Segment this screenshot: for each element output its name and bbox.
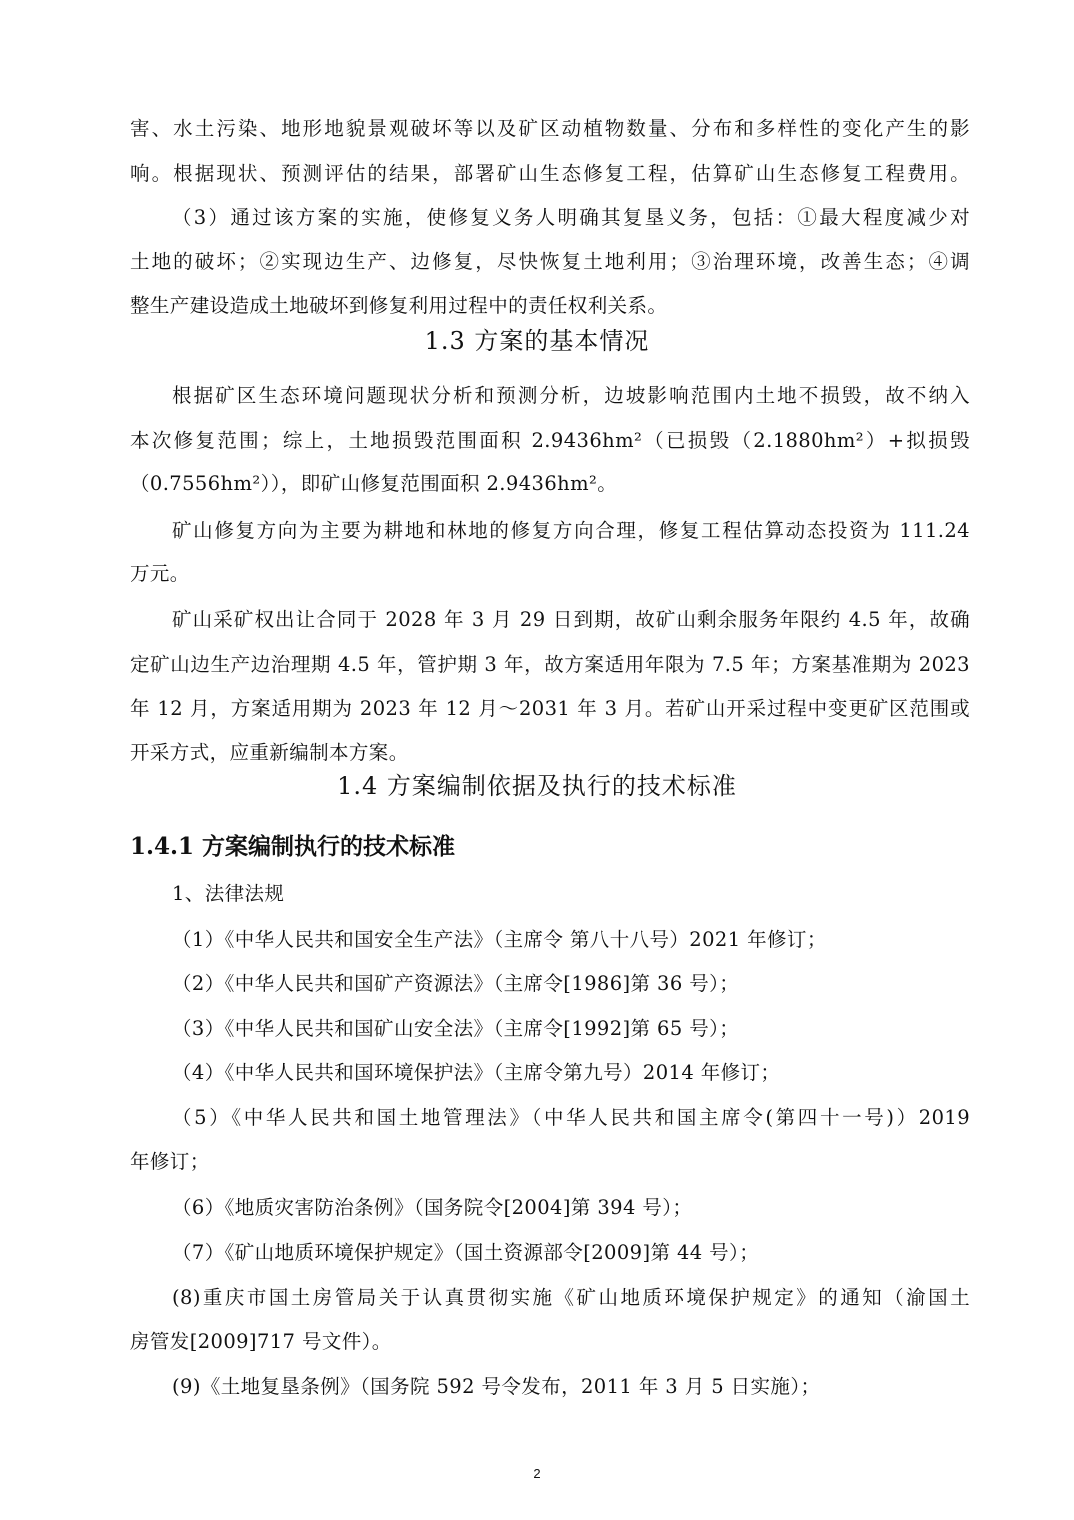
page-number: 2 <box>533 1466 541 1481</box>
law-item-1: （1）《中华人民共和国安全生产法》（主席令 第八十八号）2021 年修订； <box>172 928 827 951</box>
s13-p1-line-2: 本次修复范围；综上，土地损毁范围面积 2.9436hm²（已损毁（2.1880hm²）+拟损毁 <box>130 429 970 452</box>
s13-p3-line-1: 矿山采矿权出让合同于 2028 年 3 月 29 日到期，故矿山剩余服务年限约 4.5 年，故确 <box>172 608 970 631</box>
law-item-8-line-1: (8)重庆市国土房管局关于认真贯彻实施《矿山地质环境保护规定》的通知（渝国土 <box>172 1286 970 1309</box>
law-item-3: （3）《中华人民共和国矿山安全法》（主席令[1992]第 65 号）； <box>172 1017 740 1040</box>
s13-p3-line-3: 年 12 月，方案适用期为 2023 年 12 月～2031 年 3 月。若矿山开采过程中变更矿区范围或 <box>130 697 970 720</box>
point-3-line-3: 整生产建设造成土地破坏到修复利用过程中的责任权利关系。 <box>130 294 668 317</box>
point-3-line-2: 土地的破坏；②实现边生产、边修复，尽快恢复土地利用；③治理环境，改善生态；④调 <box>130 250 970 273</box>
s13-p3-line-2: 定矿山边生产边治理期 4.5 年，管护期 3 年，故方案适用年限为 7.5 年；方案基准期为 2023 <box>130 653 970 676</box>
intro-line-1: 害、水土污染、地形地貌景观破坏等以及矿区动植物数量、分布和多样性的变化产生的影 <box>130 117 970 140</box>
law-item-5-line-1: （5）《中华人民共和国土地管理法》（中华人民共和国主席令(第四十一号)）2019 <box>172 1106 970 1129</box>
laws-heading: 1、法律法规 <box>172 882 285 905</box>
law-item-2: （2）《中华人民共和国矿产资源法》（主席令[1986]第 36 号）； <box>172 972 740 995</box>
law-item-9: (9)《土地复垦条例》（国务院 592 号令发布，2011 年 3 月 5 日实施）； <box>172 1375 821 1398</box>
s13-p2-line-1: 矿山修复方向为主要为耕地和林地的修复方向合理，修复工程估算动态投资为 111.24 <box>172 519 970 542</box>
intro-line-2: 响。根据现状、预测评估的结果，部署矿山生态修复工程，估算矿山生态修复工程费用。 <box>130 162 970 185</box>
s13-p1-line-3: （0.7556hm²）），即矿山修复范围面积 2.9436hm²。 <box>130 472 618 495</box>
s13-p2-line-2: 万元。 <box>130 562 190 585</box>
law-item-5-line-2: 年修订； <box>130 1150 210 1173</box>
point-3-line-1: （3）通过该方案的实施，使修复义务人明确其复垦义务，包括：①最大程度减少对 <box>172 206 970 229</box>
section-1-3-title: 1.3 方案的基本情况 <box>424 327 650 355</box>
s13-p3-line-4: 开采方式，应重新编制本方案。 <box>130 741 409 764</box>
section-1-4-title: 1.4 方案编制依据及执行的技术标准 <box>337 772 737 800</box>
s13-p1-line-1: 根据矿区生态环境问题现状分析和预测分析，边坡影响范围内土地不损毁，故不纳入 <box>172 384 970 407</box>
law-item-7: （7）《矿山地质环境保护规定》（国土资源部令[2009]第 44 号）； <box>172 1241 760 1264</box>
section-1-4-1-title: 1.4.1 方案编制执行的技术标准 <box>130 833 456 860</box>
law-item-6: （6）《地质灾害防治条例》（国务院令[2004]第 394 号）； <box>172 1196 693 1219</box>
law-item-4: （4）《中华人民共和国环境保护法》（主席令第九号）2014 年修订； <box>172 1061 781 1084</box>
law-item-8-line-2: 房管发[2009]717 号文件）。 <box>130 1330 392 1353</box>
